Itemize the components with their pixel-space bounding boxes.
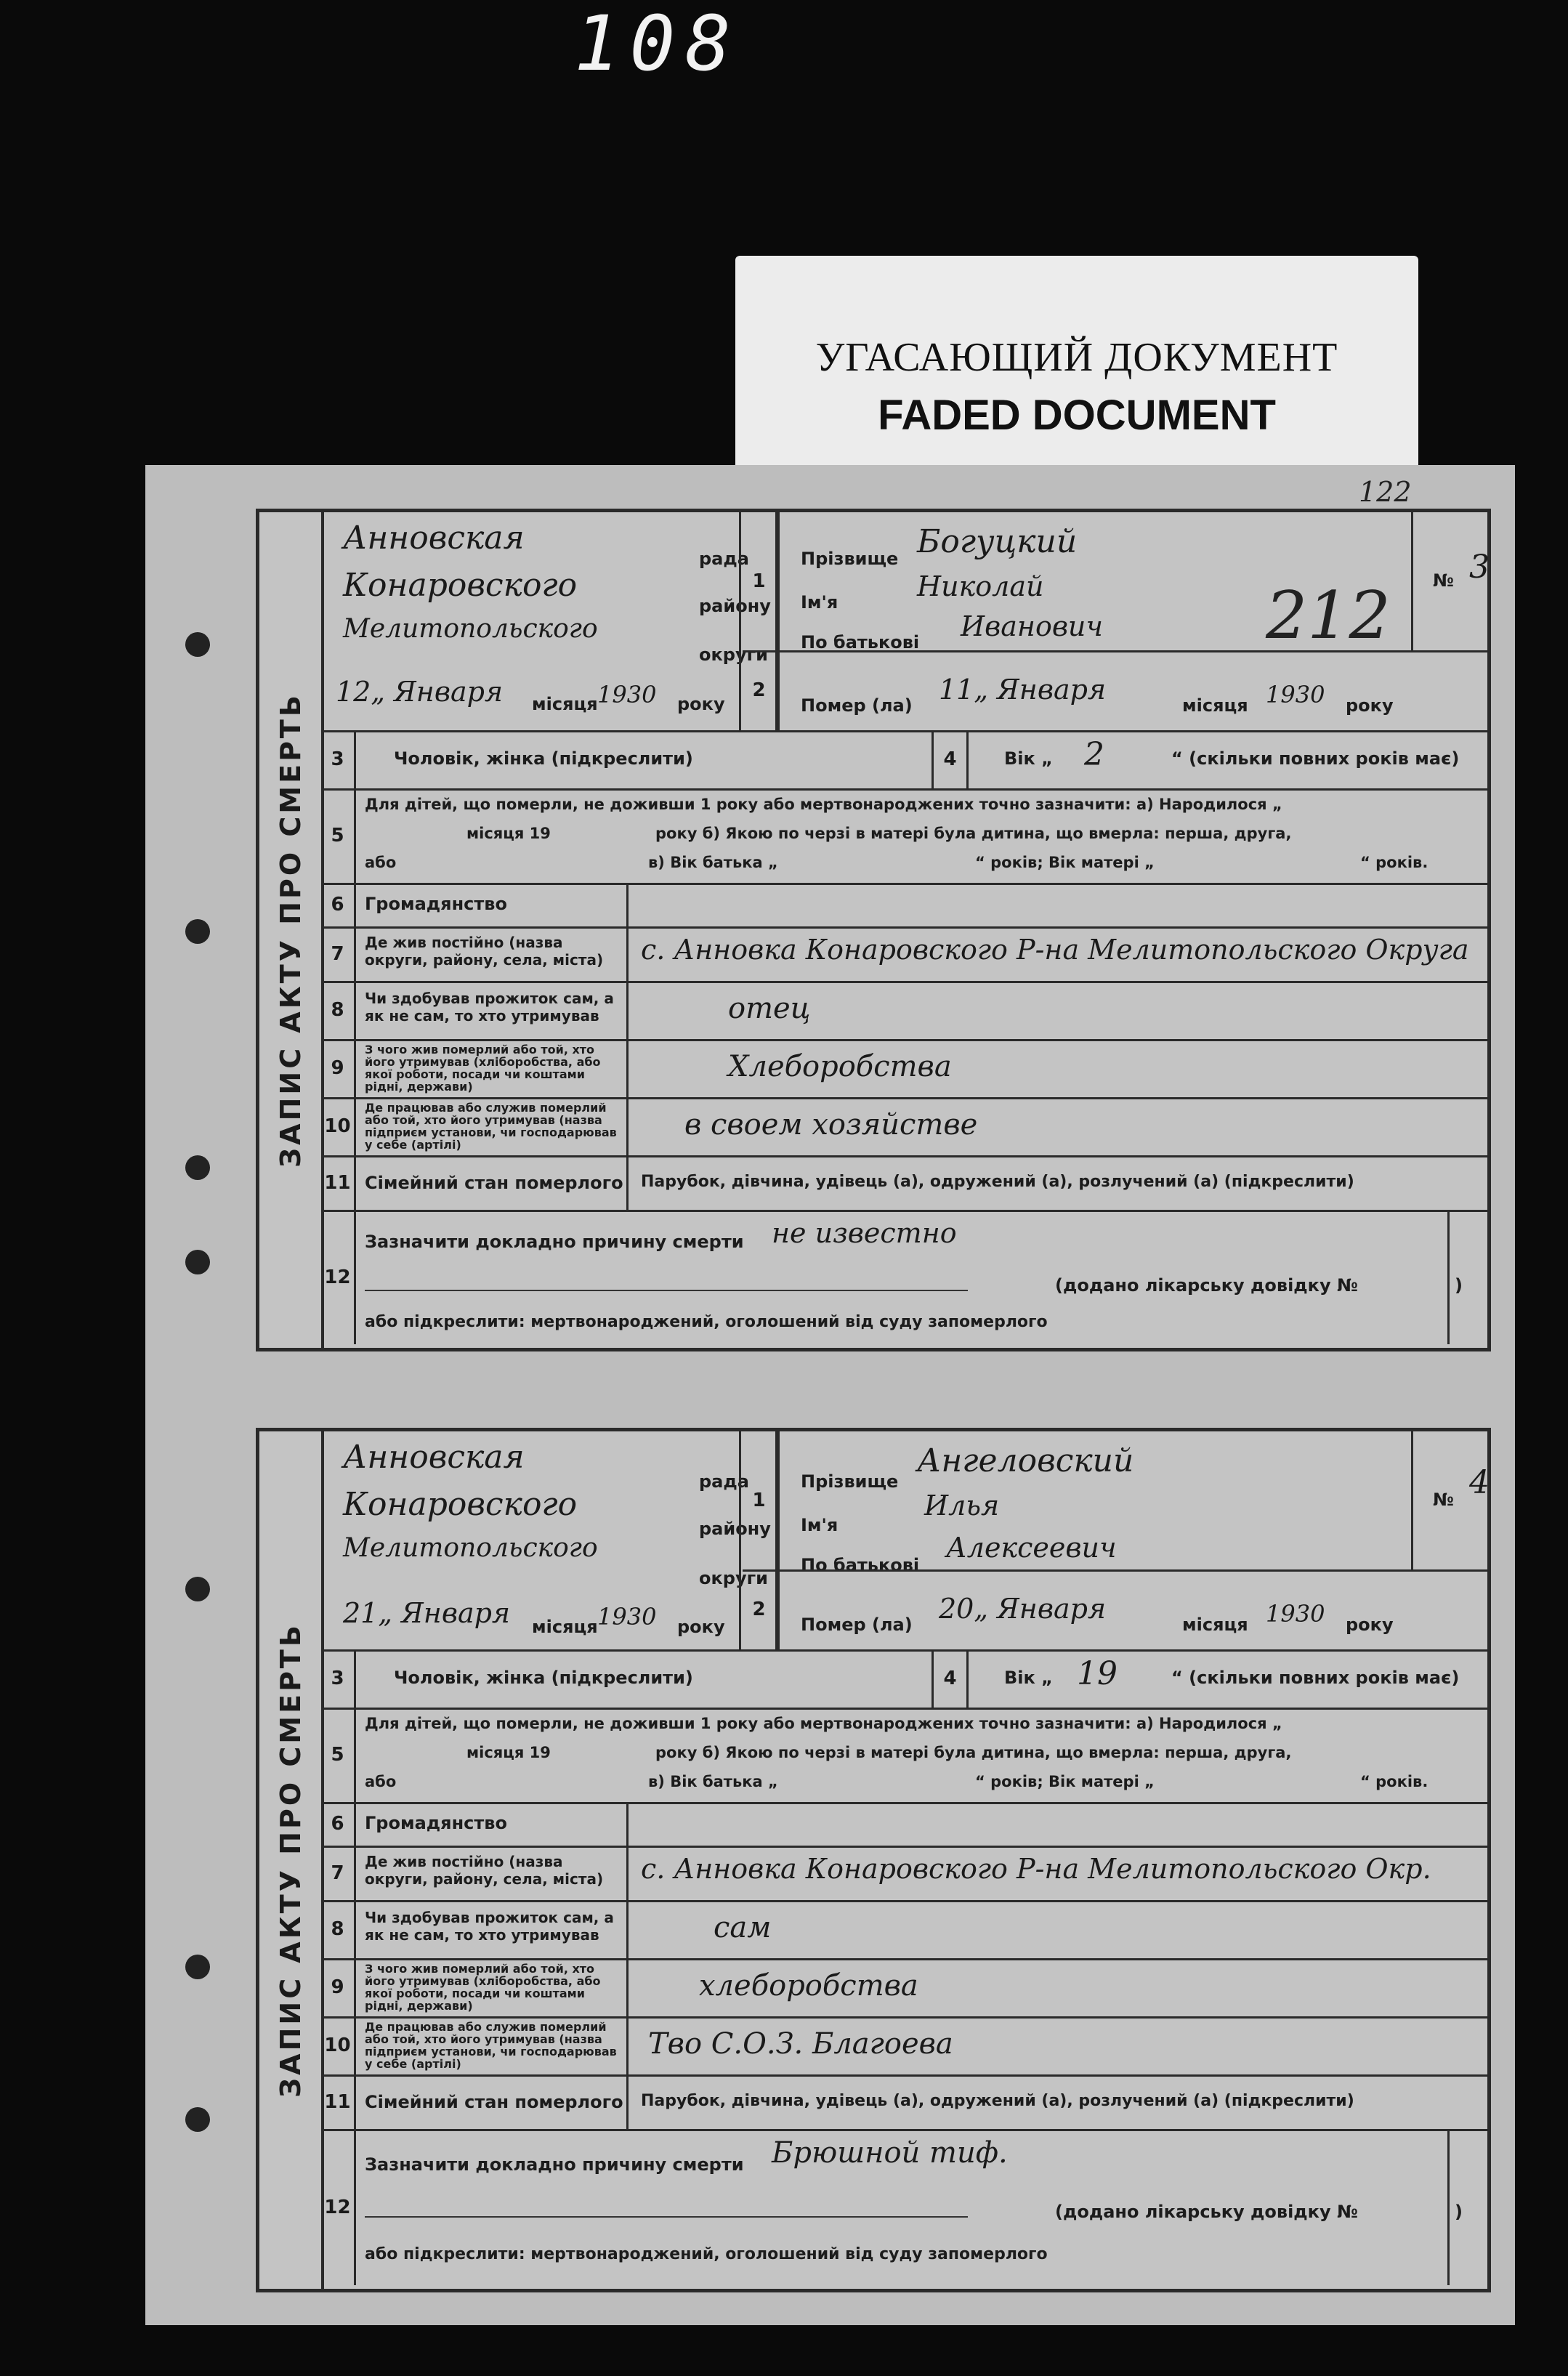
record-date: 12„ Января [336,676,504,708]
row-6: 6 Громадянство [321,883,1487,929]
month-label: місяця [532,694,598,714]
cause-value: Брюшной тиф. [772,2136,1008,2170]
name-value: Николай [917,570,1044,602]
punch-hole [185,2107,210,2132]
handwritten-stamp: 212 [1266,578,1391,654]
age-value: 2 [1084,736,1104,773]
surname-value: Богуцкий [917,523,1078,560]
record-number: 3 [1469,549,1490,586]
death-record-2 [256,1428,1491,2292]
row-12: 12 Зазначити докладно причину смерти не известно (додано лікарську довідку № ) або підкреслити: мертвонароджений, оголошений від суду запомерлого [321,1210,1487,1344]
raion-value: Конаровского [343,1486,578,1523]
death-label: Помер (ла) [801,1615,913,1635]
punch-hole [185,632,210,657]
record-year: 1930 [597,1603,657,1631]
supporter-value: отец [728,992,811,1025]
workplace-value: Тво С.О.З. Благоева [648,2027,953,2061]
age-label: Вік „ [1004,1668,1053,1688]
death-year: 1930 [1266,681,1325,708]
death-year: 1930 [1266,1600,1325,1628]
okruh-value: Мелитопольского [343,1533,598,1563]
name-value: Илья [924,1490,1000,1522]
cause-value: не известно [772,1217,957,1249]
punch-hole [185,1577,210,1601]
row-header: Анновская рада Конаровского району Мелитопольского округи 21„ Января місяця 1930 року 1 2 Прізвище Ангеловский Ім'я Илья По батькові Алексеевич № 4 Помер (ла) 20„ Января місяця 1930 року [321,1431,1487,1652]
record-side-title: ЗАПИС АКТУ ПРО СМЕРТЬ [259,1431,324,2289]
no-label: № [1433,570,1454,591]
row-9: 9 З чого жив померлий або той, хто його утримував (хліборобства, або якої роботи, посади чи коштами рідні, держави) хлеборобства [321,1958,1487,2019]
punch-hole [185,1155,210,1180]
row-5: 5 Для дітей, що померли, не доживши 1 року або мертвонароджених точно зазначити: а) Народилося „ місяця 19 року б) Якою по черзі в матері була дитина, що вмерла: перша, друга, або в) Вік батька „ “ років; Вік матері „ “ років. [321,788,1487,885]
name-label: Ім'я [801,592,838,613]
row-8: 8 Чи здобував прожиток сам, а як не сам, то хто утримував отец [321,981,1487,1041]
faded-document-label [735,256,1418,474]
age-suffix: “ (скільки повних років має) [1171,1668,1460,1688]
row-5: 5 Для дітей, що померли, не доживши 1 року або мертвонароджених точно зазначити: а) Народилося „ місяця 19 року б) Якою по черзі в матері була дитина, що вмерла: перша, друга, або в) Вік батька „ “ років; Вік матері „ “ років. [321,1708,1487,1804]
patronymic-value: Алексеевич [946,1532,1117,1564]
death-date: 20„ Января [939,1593,1107,1625]
row-6: 6 Громадянство [321,1802,1487,1848]
row-10: 10 Де працював або служив померлий або той, хто його утримував (назва підприєм установи, чи господарював у себе (артілі) Тво С.О.З. Благоева [321,2016,1487,2077]
rada-label: рада [699,1471,749,1492]
patronymic-label: По батькові [801,632,920,652]
death-label: Помер (ла) [801,695,913,716]
row-11: 11 Сімейний стан померлого Парубок, дівчина, удівець (а), одружений (а), розлучений (а) (підкреслити) [321,2074,1487,2131]
year-label: року [677,1617,725,1637]
record-year: 1930 [597,681,657,708]
death-month-label: місяця [1182,1615,1248,1635]
okruh-value: Мелитопольского [343,614,598,644]
row-10: 10 Де працював або служив померлий або той, хто його утримував (назва підприєм установи, чи господарював у себе (артілі) в своем хозяйстве [321,1097,1487,1157]
livelihood-value: Хлеборобства [728,1050,952,1083]
surname-label: Прізвище [801,549,899,569]
punch-hole [185,919,210,944]
rada-value: Анновская [343,520,525,557]
death-year-label: року [1346,695,1394,716]
patronymic-value: Иванович [961,610,1104,642]
workplace-value: в своем хозяйстве [684,1108,978,1141]
death-year-label: року [1346,1615,1394,1635]
livelihood-value: хлеборобства [699,1969,918,2003]
sex-label: Чоловік, жінка (підкреслити) [394,748,693,769]
residence-value: с. Анновка Конаровского Р-на Мелитопольского Округа [641,934,1469,966]
year-label: року [677,694,725,714]
surname-value: Ангеловский [917,1442,1134,1479]
row-9: 9 З чого жив померлий або той, хто його утримував (хліборобства, або якої роботи, посади чи коштами рідні, держави) Хлеборобства [321,1039,1487,1099]
raion-value: Конаровского [343,567,578,604]
record-number: 4 [1469,1464,1490,1501]
row-3: 3 Чоловік, жінка (підкреслити) 4 Вік „ 19 “ (скільки повних років має) [321,1649,1487,1710]
okruhy-label: округи [699,1568,768,1588]
sex-label: Чоловік, жінка (підкреслити) [394,1668,693,1688]
punch-hole [185,1250,210,1274]
patronymic-label: По батькові [801,1555,920,1575]
supporter-value: сам [714,1911,772,1944]
row-header: Анновская рада Конаровского району Мелитопольского округи 12„ Января місяця 1930 року 1 2 Прізвище Богуцкий Ім'я Николай По батькові Иванович 212 № 3 Помер (ла) 11„ Января місяця 1930 року [321,512,1487,732]
row-7: 7 Де жив постійно (назва округи, району, села, міста) с. Анновка Конаровского Р-на Мелитопольского Окр. [321,1846,1487,1902]
age-value: 19 [1077,1655,1118,1692]
residence-value: с. Анновка Конаровского Р-на Мелитопольского Окр. [641,1853,1431,1885]
punch-hole [185,1955,210,1979]
row-7: 7 Де жив постійно (назва округи, району, села, міста) с. Анновка Конаровского Р-на Мелитопольского Округа [321,926,1487,983]
raion-label: району [699,1519,771,1539]
month-label: місяця [532,1617,598,1637]
record-date: 21„ Января [343,1597,511,1629]
record-side-title: ЗАПИС АКТУ ПРО СМЕРТЬ [259,512,324,1348]
row-12: 12 Зазначити докладно причину смерти Брюшной тиф. (додано лікарську довідку № ) або підкреслити: мертвонароджений, оголошений від суду запомерлого [321,2129,1487,2285]
row-3: 3 Чоловік, жінка (підкреслити) 4 Вік „ 2 “ (скільки повних років має) [321,730,1487,791]
surname-label: Прізвище [801,1471,899,1492]
raion-label: району [699,596,771,616]
row-11: 11 Сімейний стан померлого Парубок, дівчина, удівець (а), одружений (а), розлучений (а) (підкреслити) [321,1155,1487,1212]
okruhy-label: округи [699,644,768,665]
age-label: Вік „ [1004,748,1053,769]
label-english: FADED DOCUMENT [878,392,1276,439]
death-record-1 [256,509,1491,1351]
death-month-label: місяця [1182,695,1248,716]
death-date: 11„ Января [939,674,1107,706]
name-label: Ім'я [801,1515,838,1535]
rada-value: Анновская [343,1439,525,1476]
label-russian: УГАСАЮЩИЙ ДОКУМЕНТ [815,335,1338,380]
rada-label: рада [699,549,749,569]
row-8: 8 Чи здобував прожиток сам, а як не сам, то хто утримував сам [321,1900,1487,1960]
sheet-number: 122 [1359,476,1412,508]
no-label: № [1433,1490,1454,1510]
folio-number: 108 [574,0,741,88]
age-suffix: “ (скільки повних років має) [1171,748,1460,769]
